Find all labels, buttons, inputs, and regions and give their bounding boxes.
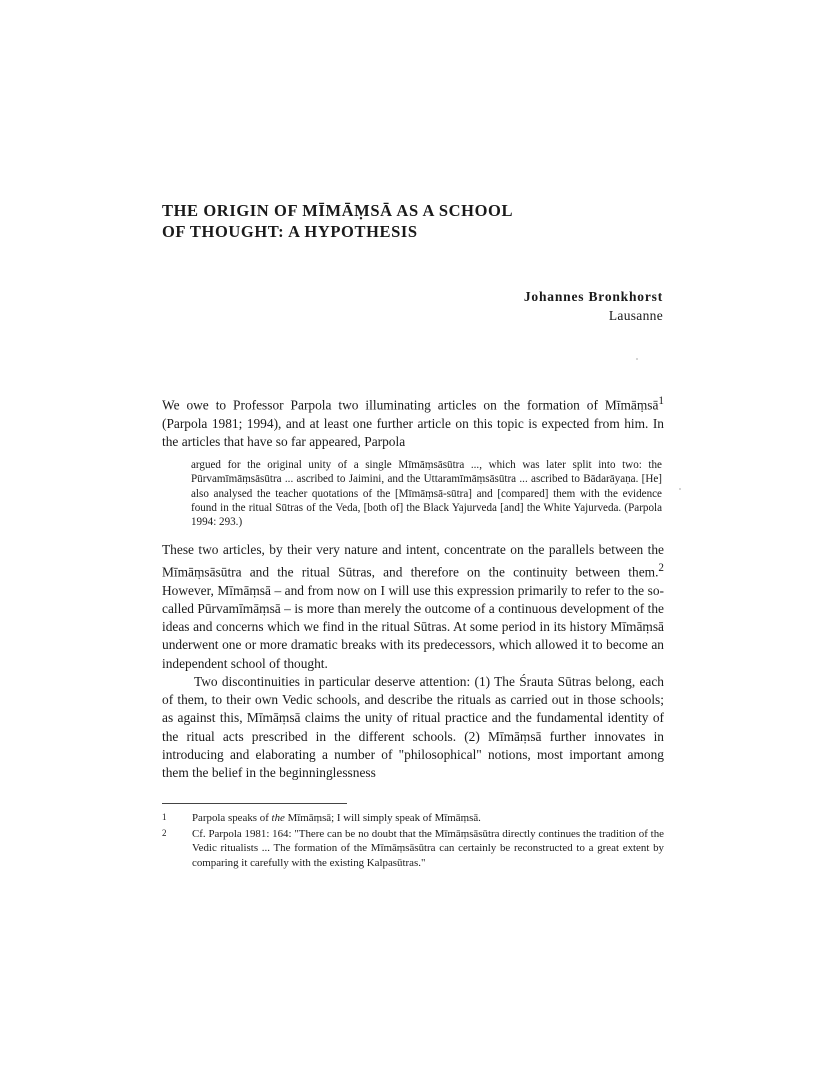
footnotes (162, 811, 664, 871)
footnote-1 (162, 811, 664, 826)
footnote-1-emphasis: the (271, 812, 285, 824)
footnote-separator (162, 803, 347, 804)
intro-paragraph (162, 392, 664, 451)
footnote-number-1: 1 (162, 812, 167, 822)
article-title (162, 200, 602, 242)
footnote-1-text-a: Parpola speaks of (192, 812, 272, 824)
para1-text-b: However, Mīmāṃsā – and from now on I will use this expression primarily to refer to the so-called Pūrvamīmāṃsā – is more than merely the outcome of a continuous development of the ideas and concerns which we find in the ritual Sūtras. At some period in its history Mīmāṃsā underwent one or more dramatic breaks with its predecessors, which allowed it to become an independent school of thought. (162, 582, 664, 671)
paragraph-1 (162, 541, 664, 673)
author-name: Johannes Bronkhorst (523, 289, 663, 304)
footnote-marker-1: 1 (658, 395, 664, 407)
author-affiliation: Lausanne (608, 308, 663, 323)
title-line-2: OF THOUGHT: A HYPOTHESIS (162, 222, 418, 241)
block-quote: argued for the original unity of a single Mīmāṃsāsūtra ..., which was later split into two: the Pūrvamīmāṃsāsūtra ... ascribed to Jaimini, and the Uttaramīmāṃsāsūtra ... ascribed to Bādarāyaṇa. [He] also analysed the teacher quotations of the [Mīmāṃsā-sūtra] and [compared] them with the evidence found in the ritual Sūtras of the Veda, [both of] the Black Yajurveda [and] the White Yajurveda. (Parpola 1994: 293.) (191, 459, 662, 529)
footnote-number-2: 2 (162, 827, 167, 838)
footnote-2-text: Cf. Parpola 1981: 164: "There can be no doubt that the Mīmāṃsāsūtra directly continues the tradition of the Vedic ritualists ... The formation of the Mīmāṃsāsūtra can certainly be reconstructed to a great extent by comparing it carefully with the existing Kalpasūtras." (192, 827, 664, 869)
paragraph-2: Two discontinuities in particular deserve attention: (1) The Śrauta Sūtras belong, each of them, to their own Vedic schools, and describe the rituals as carried out in those schools; as against this, Mīmāṃsā claims the unity of ritual practice and the fundamental identity of the ritual acts prescribed in the different schools. (2) Mīmāṃsā further innovates in introducing and elaborating a number of "philosophical" notions, most important among them the belief in the beginninglessness (162, 673, 664, 780)
author-block (524, 287, 663, 325)
scan-speck (679, 488, 681, 490)
title-line-1: THE ORIGIN OF MĪMĀṂSĀ AS A SCHOOL (162, 201, 514, 220)
footnote-marker-2: 2 (658, 562, 664, 575)
scan-speck (636, 358, 638, 360)
para1-text-a: These two articles, by their very nature and intent, concentrate on the parallels between the Mīmāṃsāsūtra and the ritual Sūtras, and therefore on the continuity between them. (162, 542, 664, 580)
intro-text-b: (Parpola 1981; 1994), and at least one further article on this topic is expected from him. In the articles that have so far appeared, Parpola (162, 415, 664, 449)
footnote-2 (162, 827, 664, 871)
main-text (162, 541, 664, 782)
footnote-1-text-b: Mīmāṃsā; I will simply speak of Mīmāṃsā. (284, 812, 481, 824)
intro-text-a: We owe to Professor Parpola two illuminating articles on the formation of Mīmāṃsā (162, 397, 659, 413)
